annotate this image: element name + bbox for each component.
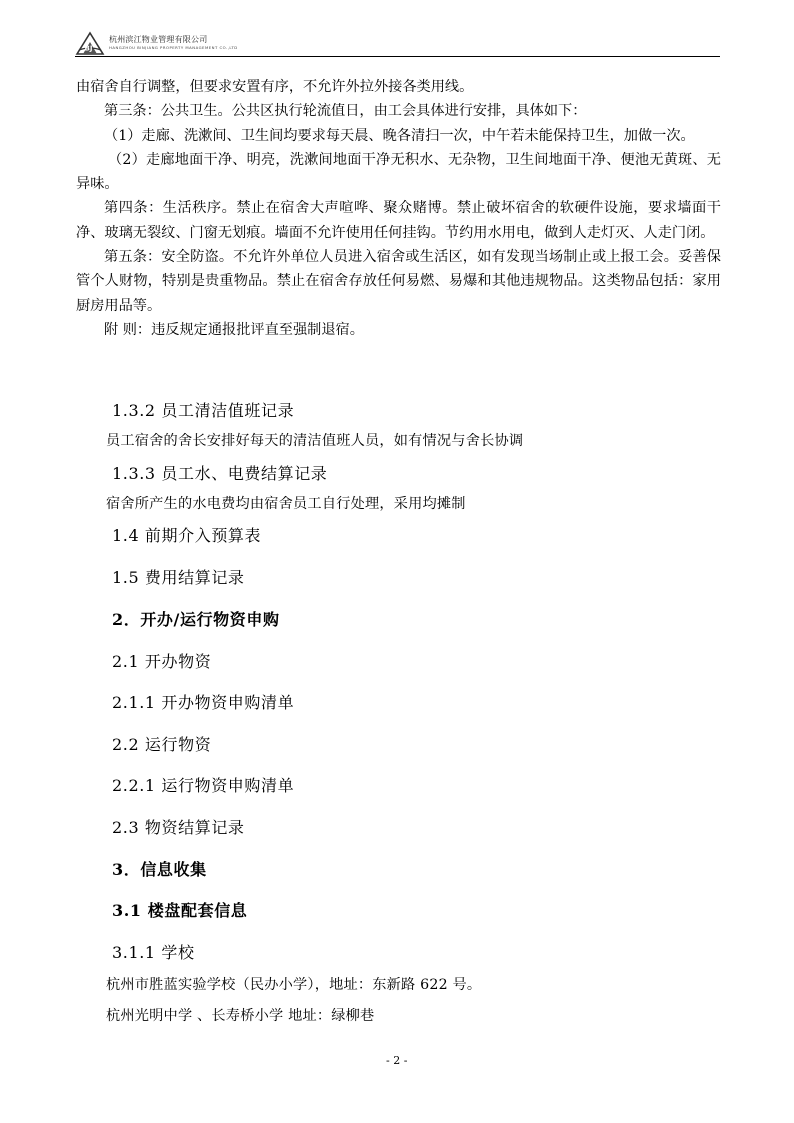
section-2-1-title: 2.1 开办物资 xyxy=(112,652,212,671)
header-divider xyxy=(75,56,720,57)
company-name: 杭州滨江物业管理有限公司 xyxy=(109,35,208,44)
section-3-1-1-title: 3.1.1 学校 xyxy=(112,943,195,962)
section-1-3-2-text: 员工宿舍的舍长安排好每天的清洁值班人员，如有情况与舍长协调 xyxy=(106,433,524,449)
section-3-1-title: 3.1 楼盘配套信息 xyxy=(112,901,248,920)
school-entry-1: 杭州市胜蓝实验学校（民办小学），地址：东新路 622 号。 xyxy=(106,977,482,993)
rule-paragraph-item-2: （2）走廊地面干净、明亮，洗漱间地面干净无积水、无杂物，卫生间地面干净、便池无黄斑、无异味。 xyxy=(76,151,721,193)
section-1-3-3-text: 宿舍所产生的水电费均由宿舍员工自行处理，采用均摊制 xyxy=(106,496,466,512)
section-3-title: 3．信息收集 xyxy=(112,860,207,879)
page-header xyxy=(75,30,720,57)
section-2-3-title: 2.3 物资结算记录 xyxy=(112,818,245,837)
section-2-2-1-title: 2.2.1 运行物资申购清单 xyxy=(112,776,295,795)
section-1-4-title: 1.4 前期介入预算表 xyxy=(112,526,262,545)
dormitory-rules-text xyxy=(76,75,721,342)
company-english-name: HANGZHOU BINJIANG PROPERTY MANAGEMENT CO.,LTD xyxy=(109,45,238,50)
company-logo-icon xyxy=(75,30,105,57)
page-number: - 2 - xyxy=(386,1054,408,1067)
rule-paragraph-appendix: 附 则：违反规定通报批评直至强制退宿。 xyxy=(104,321,364,338)
section-1-5-title: 1.5 费用结算记录 xyxy=(112,568,245,587)
section-1-3-2-title: 1.3.2 员工清洁值班记录 xyxy=(112,401,295,420)
rule-paragraph-continuation: 由宿舍自行调整，但要求安置有序，不允许外拉外接各类用线。 xyxy=(76,79,474,95)
section-2-1-1-title: 2.1.1 开办物资申购清单 xyxy=(112,693,295,712)
rule-paragraph-article-3: 第三条：公共卫生。公共区执行轮流值日，由工会具体进行安排，具体如下： xyxy=(104,103,587,120)
section-2-title: 2．开办/运行物资申购 xyxy=(112,610,280,629)
rule-paragraph-item-1: （1）走廊、洗漱间、卫生间均要求每天晨、晚各清扫一次，中午若未能保持卫生，加做一次。 xyxy=(104,127,695,144)
svg-text:BJ: BJ xyxy=(84,44,93,53)
section-1-3-3-title: 1.3.3 员工水、电费结算记录 xyxy=(112,464,328,483)
rule-paragraph-article-5: 第五条：安全防盗。不允许外单位人员进入宿舍或生活区，如有发现当场制止或上报工会。妥善保管个人财物，特别是贵重物品。禁止在宿舍存放任何易燃、易爆和其他违规物品。这类物品包括：家用厨房用品等。 xyxy=(76,249,721,314)
section-2-2-title: 2.2 运行物资 xyxy=(112,735,212,754)
school-entry-2: 杭州光明中学 、长寿桥小学 地址：绿柳巷 xyxy=(106,1008,375,1024)
rule-paragraph-article-4: 第四条：生活秩序。禁止在宿舍大声喧哗、聚众赌博。禁止破坏宿舍的软硬件设施，要求墙面干净、玻璃无裂纹、门窗无划痕。墙面不允许使用任何挂钩。节约用水用电，做到人走灯灭、人走门闭。 xyxy=(76,200,721,241)
